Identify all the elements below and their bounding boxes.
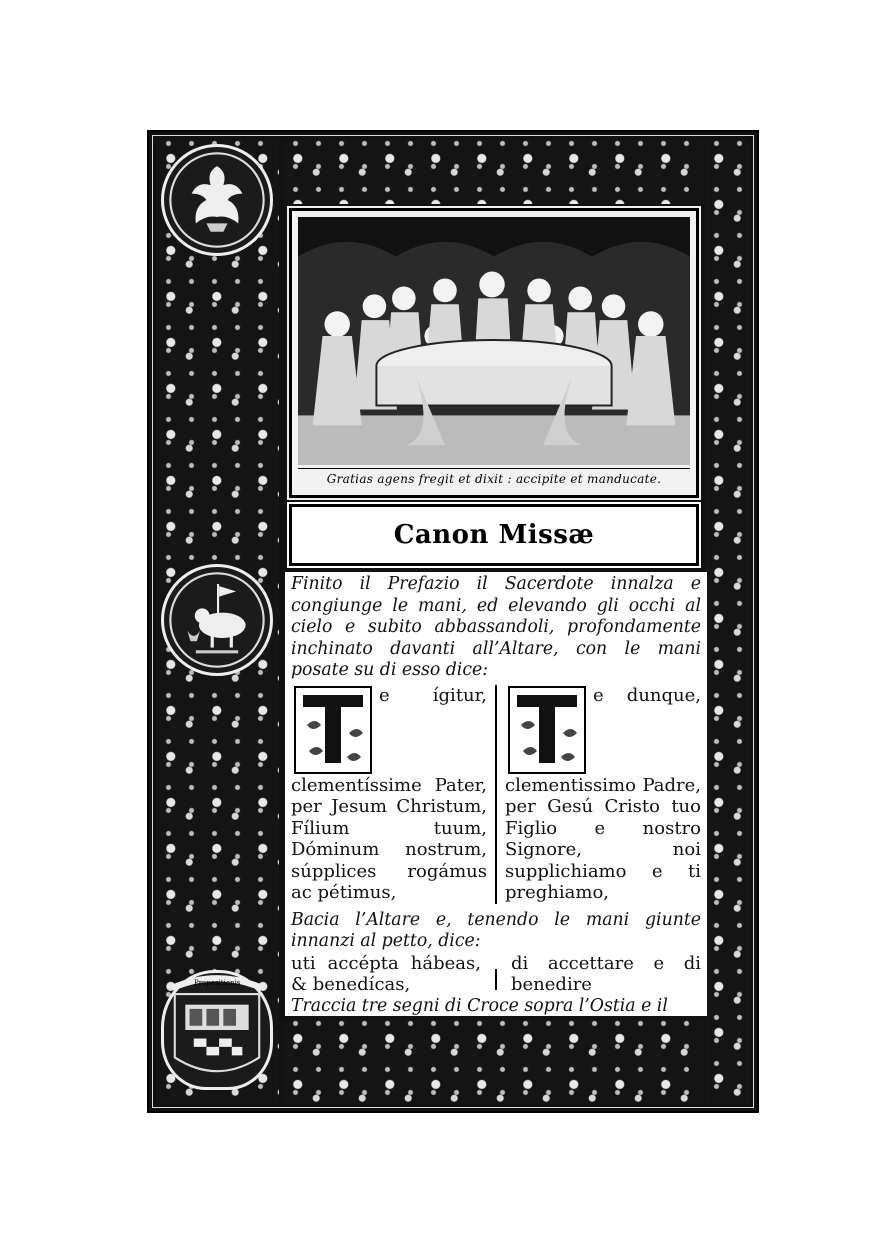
engraving-caption: Gratias agens fregit et dixit : accipite et manducate. (298, 468, 690, 489)
page-frame (147, 130, 759, 1113)
page-title: Canon Missæ (393, 520, 595, 550)
italian-text-2: di accettare e di benedire (511, 952, 701, 995)
italian-column (497, 685, 701, 904)
latin-column (291, 685, 497, 904)
rubric-intro: Finito il Prefazio il Sacerdote innalza e congiunge le mani, ed elevando gli occhi al cielo e subito abbassandoli, profondamente inchinato davanti all’Altare, con le mani posate su di esso dice: (291, 574, 701, 680)
rubric-kiss-altar: Bacia l’Altare e, tenendo le mani giunte innanzi al petto, dice: (291, 909, 701, 951)
italian-column-2 (503, 953, 701, 996)
last-supper-scene-icon (298, 217, 690, 465)
latin-column-2 (291, 953, 489, 996)
showbread-table-medallion-icon (161, 970, 273, 1090)
right-ornament-column (705, 140, 749, 1105)
last-supper-engraving (289, 208, 699, 498)
column-divider (495, 969, 497, 990)
parallel-text-columns-2 (291, 953, 701, 996)
lamb-of-god-medallion-icon (161, 564, 273, 676)
top-ornament-band (284, 140, 704, 204)
latin-text-2: uti accépta hábeas, & benedícas, (291, 952, 481, 995)
medallion-label: Propositionis (194, 979, 241, 987)
section-title-box (289, 504, 699, 566)
rubric-sign-of-cross: Traccia tre segni di Croce sopra l’Ostia e il (291, 995, 668, 1016)
parallel-text-columns (291, 685, 701, 904)
pelican-medallion-icon (161, 144, 273, 256)
text-panel (285, 572, 707, 1016)
dropcap-t-icon (291, 685, 375, 775)
bottom-ornament-band (284, 1020, 704, 1105)
italian-text-1: e dunque, clementissimo Padre, per Gesú Cristo tuo Figlio e nostro Signore, noi supplichiamo e ti preghiamo, (505, 684, 701, 903)
dropcap-t-icon (505, 685, 589, 775)
latin-text-1: e ígitur, clementíssime Pater, per Jesum Christum, Fílium tuum, Dóminum nostrum, súpplices rogámus ac pétimus, (291, 684, 487, 903)
